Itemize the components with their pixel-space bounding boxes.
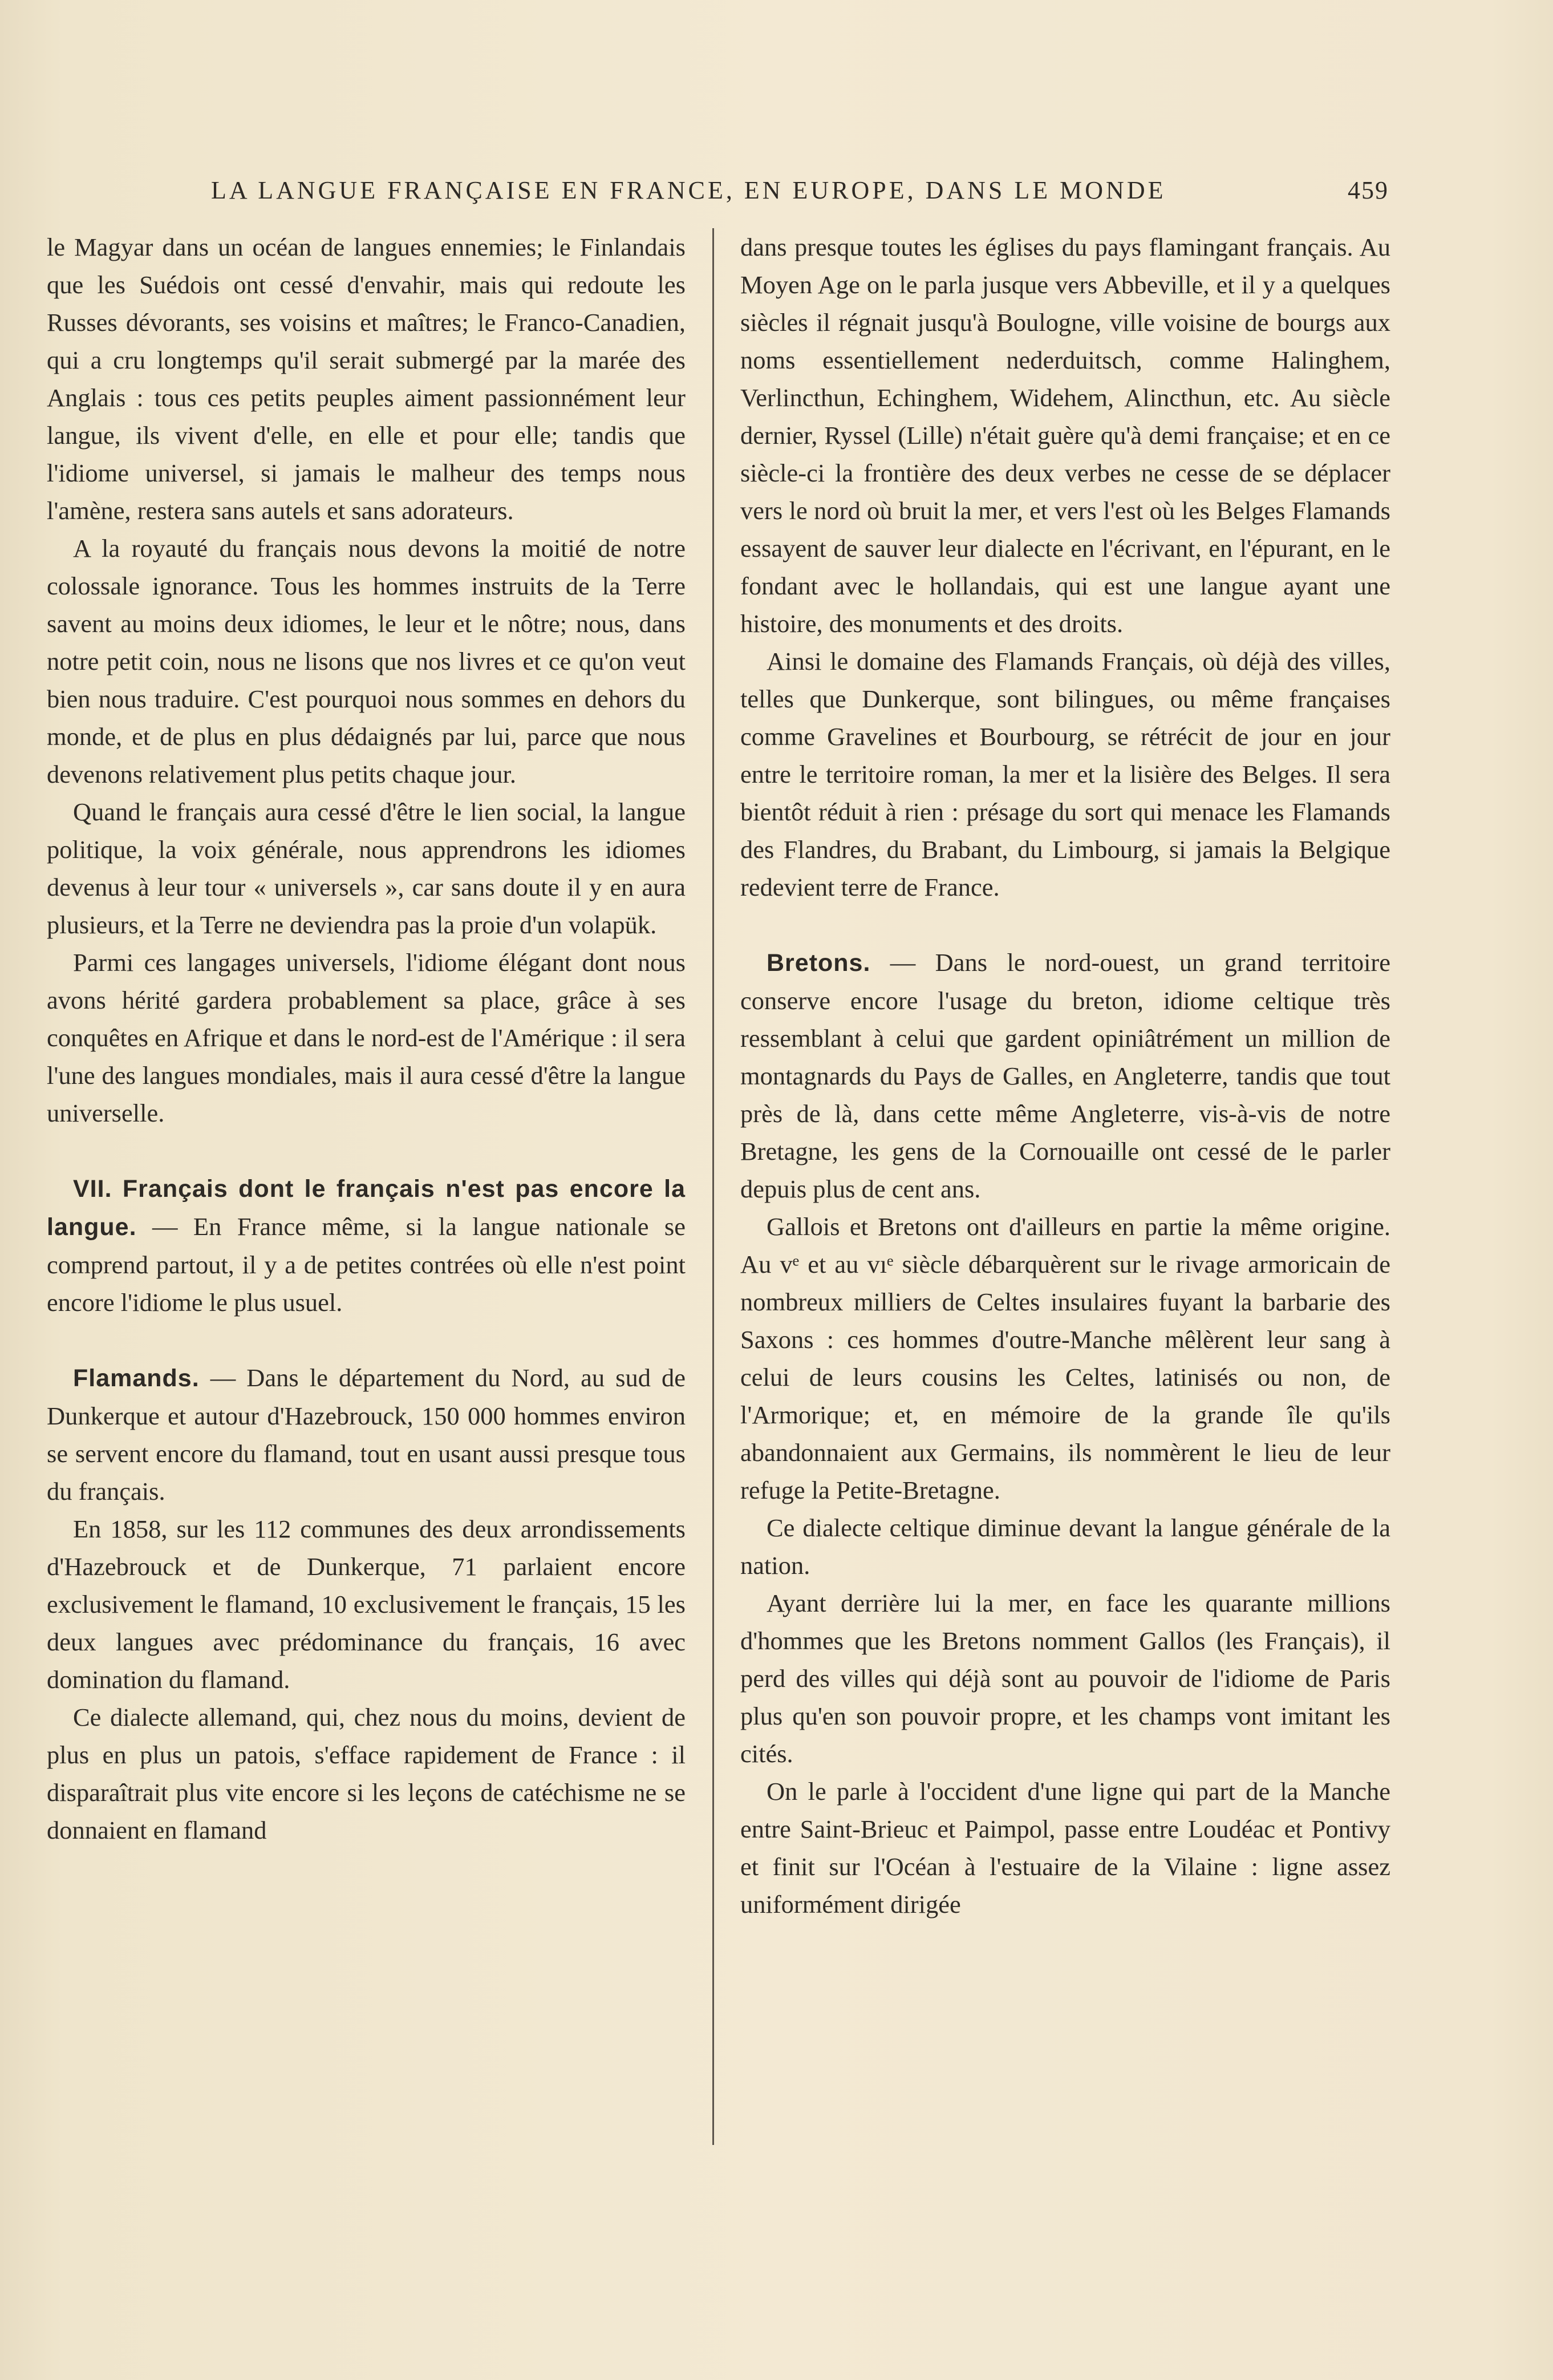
column-divider	[712, 228, 714, 2145]
paragraph: dans presque toutes les églises du pays flamingant français. Au Moyen Age on le parla jusque vers Abbeville, et il y a quelques siècles il régnait jusqu'à Boulogne, ville voisine de bourgs aux noms essentiellement nederduitsch, comme Halinghem, Verlincthun, Echinghem, Widehem, Alincthun, etc. Au siècle dernier, Ryssel (Lille) n'était guère qu'à demi française; et en ce siècle-ci la frontière des deux verbes ne cesse de se déplacer vers le nord où bruit la mer, et vers l'est où les Belges Flamands essayent de sauver leur dialecte en l'écrivant, en l'épurant, en le fondant avec le hollandais, qui est une langue ayant une histoire, des monuments et des droits.	[740, 233, 1390, 638]
paragraph: Quand le français aura cessé d'être le lien social, la langue politique, la voix générale, nous apprendrons les idiomes devenus à leur tour « universels », car sans doute il y en aura plusieurs, et la Terre ne deviendra pas la proie d'un volapük.	[47, 798, 686, 939]
section-heading: Bretons.	[767, 949, 871, 977]
section-bretons	[740, 944, 1390, 1208]
paragraph: Ce dialecte allemand, qui, chez nous du moins, devient de plus en plus un patois, s'efface rapidement de France : il disparaîtrait plus vite encore si les leçons de catéchisme ne se donnaient en flamand	[47, 1703, 686, 1844]
left-column	[47, 228, 686, 1849]
paragraph: Parmi ces langages universels, l'idiome élégant dont nous avons hérité gardera probablement sa place, grâce à ses conquêtes en Afrique et dans le nord-est de l'Amérique : il sera l'une des langues mondiales, mais il aura cessé d'être la langue universelle.	[47, 948, 686, 1127]
paragraph: On le parle à l'occident d'une ligne qui part de la Manche entre Saint-Brieuc et Paimpol, passe entre Loudéac et Pontivy et finit sur l'Océan à l'estuaire de la Vilaine : ligne assez uniformément dirigée	[740, 1777, 1390, 1918]
section-text: — Dans le nord-ouest, un grand territoire conserve encore l'usage du breton, idiome celtique très ressemblant à celui que gardent opiniâtrément un million de montagnards du Pays de Galles, en Angleterre, tandis que tout près de là, dans cette même Angleterre, vis-à-vis de notre Bretagne, les gens de la Cornouaille ont cessé de le parler depuis plus de cent ans.	[740, 948, 1391, 1203]
section-heading: Flamands.	[73, 1365, 200, 1392]
section-heading: VII. Français dont le français n'est pas encore la langue.	[47, 1175, 686, 1241]
paragraph: Ainsi le domaine des Flamands Français, où déjà des villes, telles que Dunkerque, sont bilingues, ou même françaises comme Gravelines et Bourbourg, se rétrécit de jour en jour entre le territoire roman, la mer et la lisière des Belges. Il sera bientôt réduit à rien : présage du sort qui menace les Flamands des Flandres, du Brabant, du Limbourg, si jamais la Belgique redevient terre de France.	[740, 647, 1390, 901]
paragraph: le Magyar dans un océan de langues ennemies; le Finlandais que les Suédois ont cessé d'envahir, mais qui redoute les Russes dévorants, ses voisins et maîtres; le Franco-Canadien, qui a cru longtemps qu'il serait submergé par la marée des Anglais : tous ces petits peuples aiment passionnément leur langue, ils vivent d'elle, en elle et pour elle; tandis que l'idiome universel, si jamais le malheur des temps nous l'amène, restera sans autels et sans adorateurs.	[47, 233, 686, 525]
section-text: — Dans le département du Nord, au sud de Dunkerque et autour d'Hazebrouck, 150 000 hommes environ se servent encore du flamand, tout en usant aussi presque tous du français.	[47, 1363, 686, 1505]
paragraph: En 1858, sur les 112 communes des deux arrondissements d'Hazebrouck et de Dunkerque, 71 parlaient encore exclusivement le flamand, 10 exclusivement le français, 15 les deux langues avec prédominance du français, 16 avec domination du flamand.	[47, 1515, 686, 1694]
paragraph: Ce dialecte celtique diminue devant la langue générale de la nation.	[740, 1513, 1390, 1580]
paragraph: Gallois et Bretons ont d'ailleurs en partie la même origine. Au vᵉ et au vıᵉ siècle débarquèrent sur le rivage armoricain de nombreux milliers de Celtes insulaires fuyant la barbarie des Saxons : ces hommes d'outre-Manche mêlèrent leur sang à celui de leurs cousins les Celtes, latinisés ou non, de l'Armorique; et, en mémoire de la grande île qu'ils abandonnaient aux Germains, ils nommèrent le lieu de leur refuge la Petite-Bretagne.	[740, 1212, 1390, 1504]
section-vii	[47, 1169, 686, 1321]
page-number: 459	[1348, 176, 1389, 204]
running-title: LA LANGUE FRANÇAISE EN FRANCE, EN EUROPE, DANS LE MONDE	[211, 176, 1166, 204]
page-header	[211, 176, 1389, 210]
right-column	[740, 228, 1390, 1923]
section-text: — En France même, si la langue nationale se comprend partout, il y a de petites contrées où elle n'est point encore l'idiome le plus usuel.	[47, 1212, 686, 1317]
paragraph: Ayant derrière lui la mer, en face les quarante millions d'hommes que les Bretons nomment Gallos (les Français), il perd des villes qui déjà sont au pouvoir de l'idiome de Paris plus qu'en son pouvoir propre, et les champs vont imitant les cités.	[740, 1589, 1390, 1768]
section-flamands	[47, 1359, 686, 1510]
paragraph: A la royauté du français nous devons la moitié de notre colossale ignorance. Tous les hommes instruits de la Terre savent au moins deux idiomes, le leur et le nôtre; nous, dans notre petit coin, nous ne lisons que nos livres et ce qu'on veut bien nous traduire. C'est pourquoi nous sommes en dehors du monde, et de plus en plus dédaignés par lui, parce que nous devenons relativement plus petits chaque jour.	[47, 534, 686, 788]
